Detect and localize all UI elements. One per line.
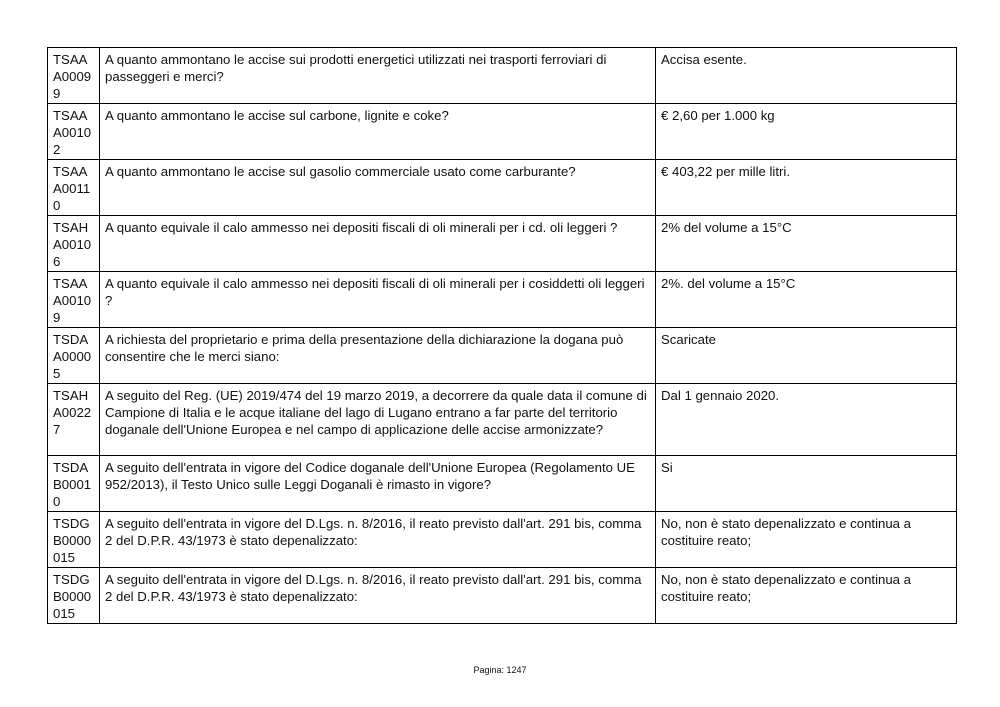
question-text: A richiesta del proprietario e prima della presentazione della dichiarazione la dogana può consentire che le merci siano: (100, 328, 656, 384)
question-code: TSDG B0000 015 (48, 568, 100, 624)
question-text: A seguito dell'entrata in vigore del D.Lgs. n. 8/2016, il reato previsto dall'art. 291 bis, comma 2 del D.P.R. 43/1973 è stato depenalizzato: (100, 568, 656, 624)
table-row (48, 384, 957, 456)
question-code: TSDA B0001 0 (48, 456, 100, 512)
page-number: Pagina: 1247 (473, 665, 527, 675)
question-text: A seguito dell'entrata in vigore del D.Lgs. n. 8/2016, il reato previsto dall'art. 291 bis, comma 2 del D.P.R. 43/1973 è stato depenalizzato: (100, 512, 656, 568)
qa-table (47, 47, 957, 624)
answer-text: 2% del volume a 15°C (656, 216, 957, 272)
question-text: A seguito dell'entrata in vigore del Codice doganale dell'Unione Europea (Regolamento UE 952/2013), il Testo Unico sulle Leggi Doganali è rimasto in vigore? (100, 456, 656, 512)
answer-text: € 403,22 per mille litri. (656, 160, 957, 216)
question-code: TSAA A0010 9 (48, 272, 100, 328)
answer-text: No, non è stato depenalizzato e continua a costituire reato; (656, 568, 957, 624)
question-code: TSAA A0011 0 (48, 160, 100, 216)
question-text: A quanto equivale il calo ammesso nei depositi fiscali di oli minerali per i cd. oli leggeri ? (100, 216, 656, 272)
question-text: A quanto ammontano le accise sui prodotti energetici utilizzati nei trasporti ferroviari di passeggeri e merci? (100, 48, 656, 104)
table-row (48, 48, 957, 104)
question-code: TSDG B0000 015 (48, 512, 100, 568)
question-code: TSAH A0022 7 (48, 384, 100, 456)
question-code: TSAA A0009 9 (48, 48, 100, 104)
answer-text: Scaricate (656, 328, 957, 384)
table-row (48, 272, 957, 328)
answer-text: No, non è stato depenalizzato e continua a costituire reato; (656, 512, 957, 568)
question-code: TSDA A0000 5 (48, 328, 100, 384)
question-text: A quanto equivale il calo ammesso nei depositi fiscali di oli minerali per i cosiddetti oli leggeri ? (100, 272, 656, 328)
answer-text: € 2,60 per 1.000 kg (656, 104, 957, 160)
answer-text: Si (656, 456, 957, 512)
question-code: TSAH A0010 6 (48, 216, 100, 272)
answer-text: Accisa esente. (656, 48, 957, 104)
question-code: TSAA A0010 2 (48, 104, 100, 160)
table-row (48, 160, 957, 216)
table-row (48, 104, 957, 160)
table-row (48, 456, 957, 512)
question-text: A seguito del Reg. (UE) 2019/474 del 19 marzo 2019, a decorrere da quale data il comune di Campione di Italia e le acque italiane del lago di Lugano entrano a far parte del territorio doganale dell'Unione Europea e nel campo di applicazione delle accise armonizzate? (100, 384, 656, 456)
question-text: A quanto ammontano le accise sul carbone, lignite e coke? (100, 104, 656, 160)
answer-text: 2%. del volume a 15°C (656, 272, 957, 328)
table-row (48, 568, 957, 624)
table-row (48, 216, 957, 272)
table-row (48, 328, 957, 384)
table-row (48, 512, 957, 568)
answer-text: Dal 1 gennaio 2020. (656, 384, 957, 456)
question-text: A quanto ammontano le accise sul gasolio commerciale usato come carburante? (100, 160, 656, 216)
